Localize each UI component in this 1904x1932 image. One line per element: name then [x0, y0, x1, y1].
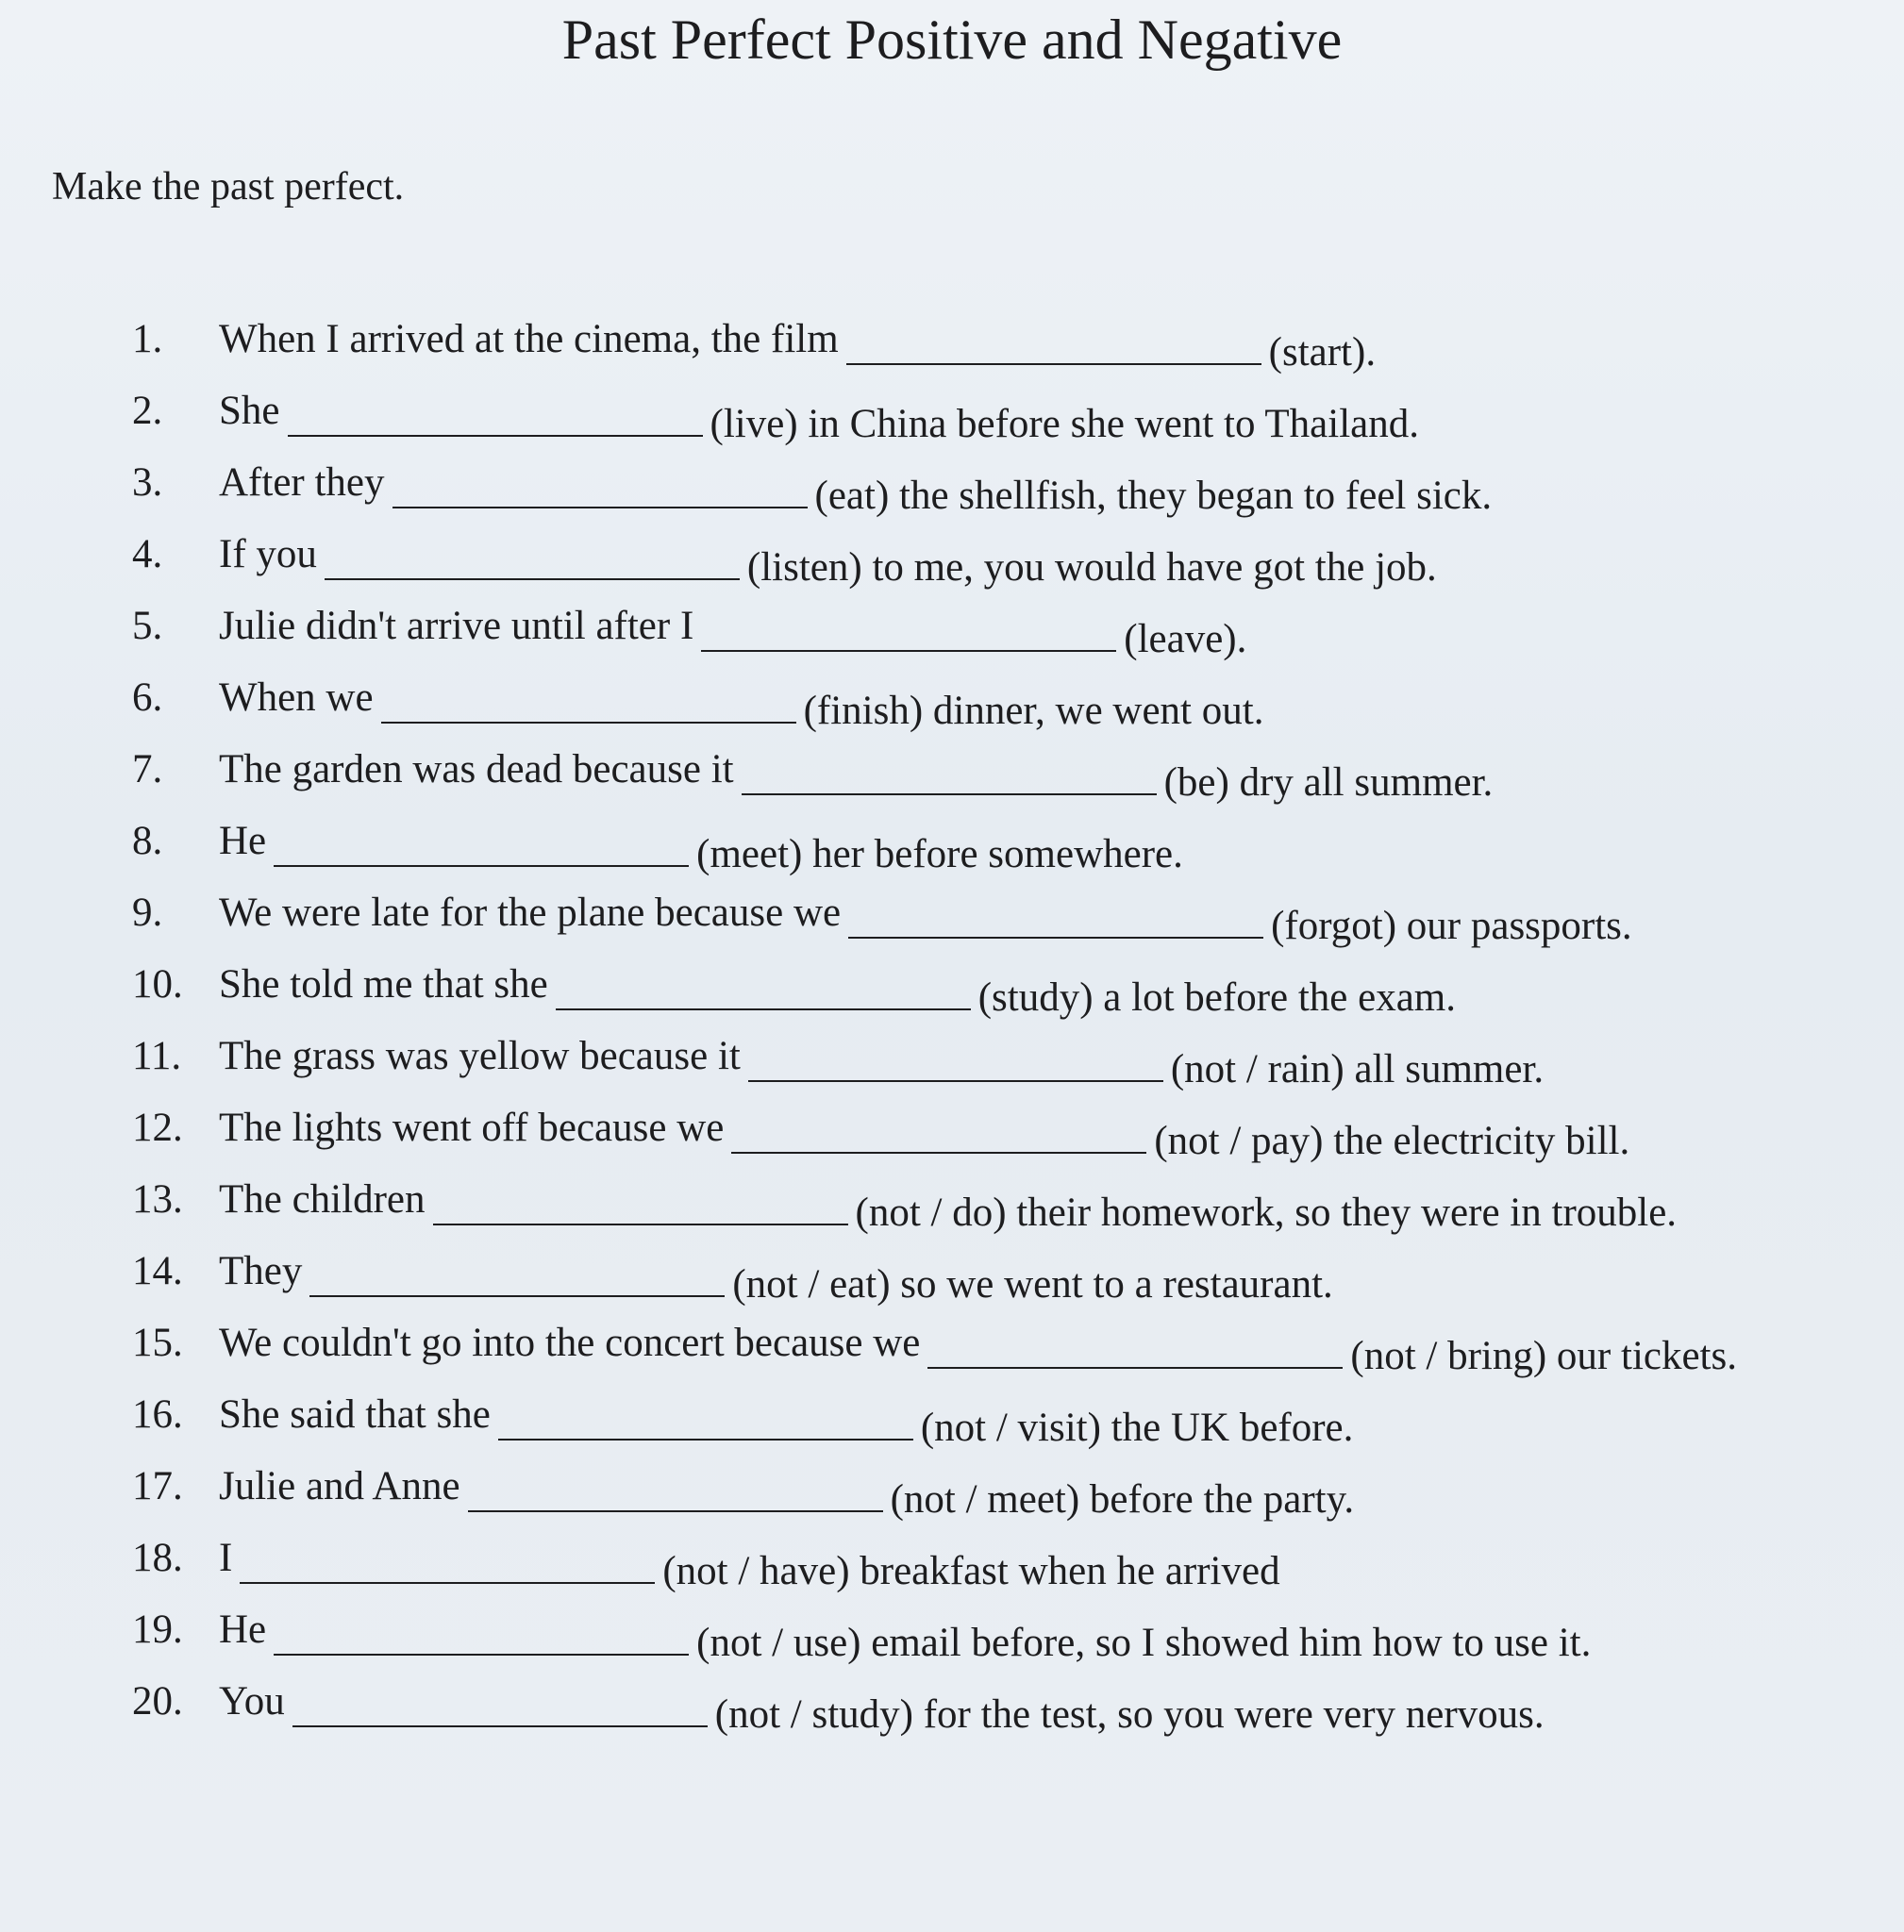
- exercise-item: [0, 957, 1904, 1028]
- answer-blank[interactable]: [731, 1116, 1146, 1154]
- answer-blank[interactable]: [927, 1331, 1343, 1369]
- sentence-after-blank: (not / bring) our tickets.: [1350, 1334, 1737, 1378]
- sentence-after-blank: (not / rain) all summer.: [1170, 1047, 1545, 1091]
- item-sentence: [219, 311, 1377, 375]
- answer-blank[interactable]: [292, 1690, 708, 1727]
- answer-blank[interactable]: [701, 614, 1116, 652]
- item-number: 17.: [132, 1464, 183, 1508]
- item-sentence: [219, 1243, 1333, 1307]
- item-number: 8.: [132, 819, 163, 863]
- instruction-text: Make the past perfect.: [52, 165, 405, 208]
- answer-blank[interactable]: [742, 758, 1157, 795]
- exercise-item: [0, 1172, 1904, 1243]
- page-title: Past Perfect Positive and Negative: [561, 8, 1343, 71]
- answer-blank[interactable]: [309, 1259, 725, 1297]
- sentence-before-blank: He: [219, 1607, 267, 1652]
- exercise-item: [0, 1315, 1904, 1387]
- sentence-before-blank: The grass was yellow because it: [219, 1034, 741, 1078]
- item-sentence: [219, 1458, 1355, 1522]
- exercise-item: [0, 1100, 1904, 1172]
- item-number: 15.: [132, 1321, 183, 1365]
- sentence-after-blank: (not / study) for the test, so you were very nervous.: [714, 1692, 1545, 1737]
- sentence-after-blank: (not / visit) the UK before.: [920, 1406, 1354, 1450]
- sentence-before-blank: You: [219, 1679, 285, 1724]
- answer-blank[interactable]: [498, 1403, 913, 1441]
- sentence-before-blank: They: [219, 1249, 303, 1293]
- exercise-item: [0, 598, 1904, 670]
- exercise-item: [0, 455, 1904, 526]
- exercise-item: [0, 383, 1904, 455]
- sentence-after-blank: (study) a lot before the exam.: [977, 975, 1456, 1020]
- answer-blank[interactable]: [848, 901, 1263, 939]
- item-number: 4.: [132, 532, 163, 576]
- sentence-before-blank: Julie and Anne: [219, 1464, 460, 1508]
- item-number: 18.: [132, 1536, 183, 1580]
- item-sentence: [219, 455, 1493, 518]
- item-number: 14.: [132, 1249, 183, 1293]
- sentence-after-blank: (forgot) our passports.: [1271, 904, 1632, 948]
- item-number: 5.: [132, 604, 163, 648]
- sentence-after-blank: (leave).: [1124, 617, 1247, 661]
- sentence-before-blank: We couldn't go into the concert because we: [219, 1321, 921, 1365]
- item-number: 19.: [132, 1607, 183, 1652]
- sentence-after-blank: (not / use) email before, so I showed him how to use it.: [696, 1621, 1592, 1665]
- answer-blank[interactable]: [433, 1188, 848, 1225]
- exercise-item: [0, 741, 1904, 813]
- item-number: 10.: [132, 962, 183, 1007]
- item-sentence: [219, 813, 1183, 876]
- answer-blank[interactable]: [381, 686, 796, 724]
- item-sentence: [219, 1028, 1545, 1091]
- exercise-list: [0, 311, 1904, 1745]
- exercise-item: [0, 1243, 1904, 1315]
- sentence-after-blank: (live) in China before she went to Thailand.: [710, 402, 1419, 446]
- item-number: 1.: [132, 317, 163, 361]
- sentence-after-blank: (start).: [1268, 330, 1377, 375]
- answer-blank[interactable]: [556, 973, 971, 1010]
- answer-blank[interactable]: [748, 1044, 1163, 1082]
- answer-blank[interactable]: [392, 471, 808, 508]
- sentence-after-blank: (not / meet) before the party.: [890, 1477, 1355, 1522]
- item-sentence: [219, 526, 1437, 590]
- item-sentence: [219, 670, 1264, 733]
- item-number: 6.: [132, 675, 163, 720]
- item-number: 12.: [132, 1106, 183, 1150]
- sentence-before-blank: When I arrived at the cinema, the film: [219, 317, 839, 361]
- item-number: 7.: [132, 747, 163, 791]
- item-sentence: [219, 1674, 1545, 1737]
- item-number: 11.: [132, 1034, 182, 1078]
- sentence-before-blank: If you: [219, 532, 317, 576]
- answer-blank[interactable]: [325, 542, 740, 580]
- sentence-after-blank: (not / have) breakfast when he arrived: [662, 1549, 1280, 1593]
- item-sentence: [219, 741, 1494, 805]
- item-sentence: [219, 598, 1247, 661]
- sentence-before-blank: She said that she: [219, 1392, 491, 1437]
- sentence-before-blank: Julie didn't arrive until after I: [219, 604, 694, 648]
- exercise-item: [0, 526, 1904, 598]
- item-sentence: [219, 885, 1632, 948]
- exercise-item: [0, 1674, 1904, 1745]
- sentence-after-blank: (listen) to me, you would have got the job.: [746, 545, 1437, 590]
- item-sentence: [219, 1387, 1354, 1450]
- answer-blank[interactable]: [846, 327, 1261, 365]
- exercise-item: [0, 1458, 1904, 1530]
- answer-blank[interactable]: [274, 829, 689, 867]
- exercise-item: [0, 813, 1904, 885]
- item-number: 9.: [132, 891, 163, 935]
- item-sentence: [219, 1172, 1678, 1235]
- item-sentence: [219, 383, 1419, 446]
- item-sentence: [219, 1100, 1630, 1163]
- sentence-before-blank: After they: [219, 460, 385, 505]
- exercise-item: [0, 1028, 1904, 1100]
- sentence-after-blank: (finish) dinner, we went out.: [803, 689, 1264, 733]
- sentence-before-blank: When we: [219, 675, 374, 720]
- exercise-item: [0, 1530, 1904, 1602]
- item-number: 20.: [132, 1679, 183, 1724]
- item-sentence: [219, 1602, 1592, 1665]
- sentence-after-blank: (meet) her before somewhere.: [696, 832, 1183, 876]
- item-sentence: [219, 957, 1456, 1020]
- sentence-before-blank: We were late for the plane because we: [219, 891, 842, 935]
- sentence-before-blank: The children: [219, 1177, 426, 1222]
- answer-blank[interactable]: [240, 1546, 655, 1584]
- exercise-item: [0, 670, 1904, 741]
- exercise-item: [0, 1387, 1904, 1458]
- answer-blank[interactable]: [274, 1618, 689, 1656]
- item-number: 16.: [132, 1392, 183, 1437]
- sentence-before-blank: I: [219, 1536, 233, 1580]
- item-sentence: [219, 1530, 1280, 1593]
- sentence-before-blank: The lights went off because we: [219, 1106, 725, 1150]
- sentence-after-blank: (eat) the shellfish, they began to feel sick.: [814, 474, 1493, 518]
- sentence-after-blank: (not / pay) the electricity bill.: [1154, 1119, 1630, 1163]
- answer-blank[interactable]: [288, 399, 703, 437]
- item-sentence: [219, 1315, 1737, 1378]
- item-number: 2.: [132, 389, 163, 433]
- exercise-item: [0, 1602, 1904, 1674]
- exercise-item: [0, 311, 1904, 383]
- sentence-after-blank: (not / eat) so we went to a restaurant.: [732, 1262, 1333, 1307]
- item-number: 3.: [132, 460, 163, 505]
- exercise-item: [0, 885, 1904, 957]
- sentence-before-blank: The garden was dead because it: [219, 747, 734, 791]
- item-number: 13.: [132, 1177, 183, 1222]
- sentence-after-blank: (be) dry all summer.: [1163, 760, 1494, 805]
- sentence-before-blank: She: [219, 389, 280, 433]
- sentence-before-blank: She told me that she: [219, 962, 548, 1007]
- answer-blank[interactable]: [468, 1474, 883, 1512]
- sentence-before-blank: He: [219, 819, 267, 863]
- sentence-after-blank: (not / do) their homework, so they were in trouble.: [855, 1191, 1678, 1235]
